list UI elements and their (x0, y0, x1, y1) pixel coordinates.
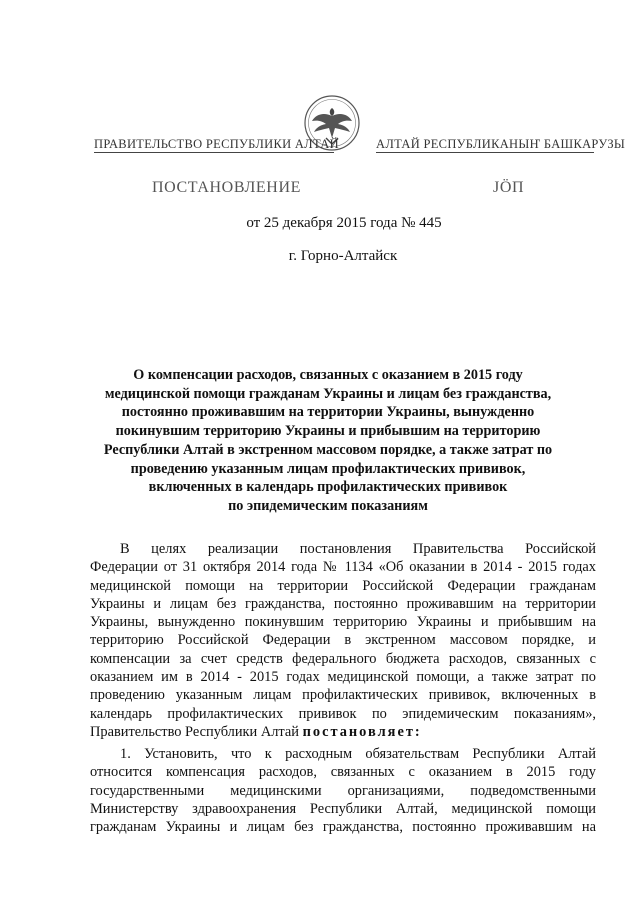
government-name-altai: АЛТАЙ РЕСПУБЛИКАНЫҤ БАШКАРУЗЫ (376, 137, 626, 151)
title-line: Республики Алтай в экстренном массовом порядке, а также затрат по (103, 441, 553, 458)
paragraph-line: 1. Установить, что к расходным обязательствам Республики Алтай (120, 746, 596, 762)
paragraph-line: Федерации от 31 октября 2014 года № 1134 «Об оказании в 2014 - 2015 годах (90, 559, 596, 576)
paragraph-line: Украины и лицам без гражданства, постоянно проживавшим на территории (90, 595, 596, 612)
title-line: проведению указанным лицам профилактических прививок, (130, 460, 526, 477)
paragraph-line: государственными медицинскими организациями, подведомственными (90, 782, 596, 799)
paragraph-line: медицинской помощи на территории Российской Федерации гражданам (90, 577, 596, 594)
title-line: включенных в календарь профилактических прививок (148, 479, 508, 496)
title-line: покинувшим территорию Украины и прибывшим на территорию (115, 423, 541, 440)
title-line: по эпидемическим показаниям (228, 497, 428, 514)
paragraph-line: В целях реализации постановления Правительства Российской (120, 541, 596, 557)
clause-1-paragraph (90, 745, 596, 836)
paragraph-line: территорию Российской Федерации в экстренном массовом порядке, и (90, 632, 596, 649)
doc-type-russian: ПОСТАНОВЛЕНИЕ (152, 179, 301, 196)
preamble-final-prefix: Правительство Республики Алтай (90, 723, 303, 740)
doc-type-altai: JӦП (493, 179, 525, 196)
paragraph-line-final (90, 723, 596, 741)
paragraph-line: компенсации за счет средств федерального бюджета расходов, связанных с (90, 650, 596, 667)
date-number-line: от 25 декабря 2015 года № 445 (246, 215, 442, 231)
paragraph-line: Министерству здравоохранения Республики Алтай, медицинской помощи (90, 800, 596, 817)
paragraph-line: оказанием им в 2014 - 2015 годах медицинской помощи, а также затрат по (90, 669, 596, 686)
title-line: постоянно проживавшим на территории Украины, вынужденно (121, 404, 535, 421)
header-rule-left (94, 152, 334, 153)
paragraph-line: календарь профилактических прививок по эпидемическим показаниям», (90, 705, 596, 722)
government-name-russian: ПРАВИТЕЛЬСТВО РЕСПУБЛИКИ АЛТАЙ (94, 137, 339, 151)
city-line: г. Горно-Алтайск (288, 248, 398, 264)
header-rule-right (376, 152, 594, 153)
document-title (90, 366, 566, 516)
title-line: медицинской помощи гражданам Украины и лицам без гражданства, (104, 385, 552, 402)
resolves-keyword: постановляет: (302, 723, 422, 740)
preamble-paragraph (90, 540, 596, 741)
paragraph-line: Украины, вынужденно покинувшим территорию Украины и прибывшим на (90, 614, 596, 631)
title-line: О компенсации расходов, связанных с оказанием в 2015 году (133, 367, 523, 383)
paragraph-line: относится компенсация расходов, связанных с оказанием в 2015 году (90, 764, 596, 781)
paragraph-line: проведению указанным лицам профилактических прививок, включенных в (90, 687, 596, 704)
paragraph-line: гражданам Украины и лицам без гражданства, постоянно проживавшим на (90, 819, 596, 836)
